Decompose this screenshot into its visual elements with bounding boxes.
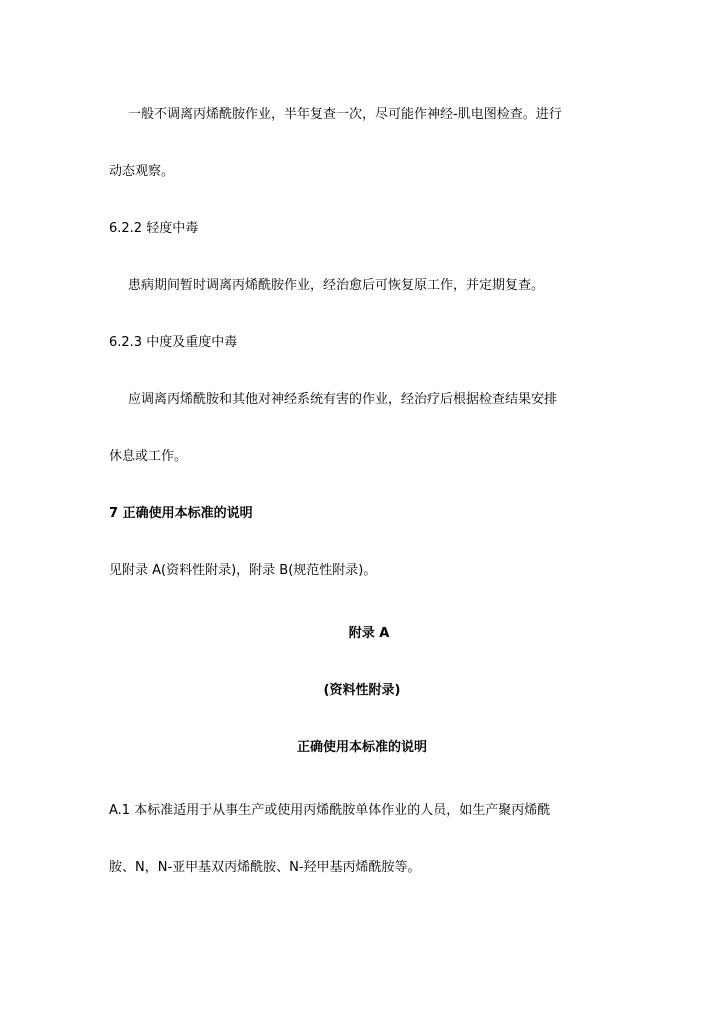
paragraph-line: 胺、N，N-亚甲基双丙烯酰胺、N-羟甲基丙烯酰胺等。 [109, 860, 421, 875]
appendix-heading: 正确使用本标准的说明 [296, 740, 427, 755]
paragraph-line: 动态观察。 [109, 164, 175, 179]
section-heading-7: 7 正确使用本标准的说明 [109, 506, 253, 521]
section-heading-6-2-2: 6.2.2 轻度中毒 [109, 221, 199, 236]
paragraph-line: 休息或工作。 [109, 449, 188, 464]
paragraph-line: 应调离丙烯酰胺和其他对神经系统有害的作业，经治疗后根据检查结果安排 [128, 392, 558, 407]
paragraph-line: 患病期间暂时调离丙烯酰胺作业，经治愈后可恢复原工作，并定期复查。 [128, 278, 545, 293]
paragraph-line: 见附录 A(资料性附录)，附录 B(规范性附录)。 [109, 563, 377, 578]
section-heading-6-2-3: 6.2.3 中度及重度中毒 [109, 335, 238, 350]
appendix-title: 附录 A [348, 626, 390, 641]
paragraph-line: A.1 本标准适用于从事生产或使用丙烯酰胺单体作业的人员，如生产聚丙烯酰 [109, 803, 551, 818]
appendix-subtitle: (资料性附录) [323, 683, 401, 698]
paragraph-line: 一般不调离丙烯酰胺作业，半年复查一次，尽可能作神经-肌电图检查。进行 [128, 107, 562, 122]
